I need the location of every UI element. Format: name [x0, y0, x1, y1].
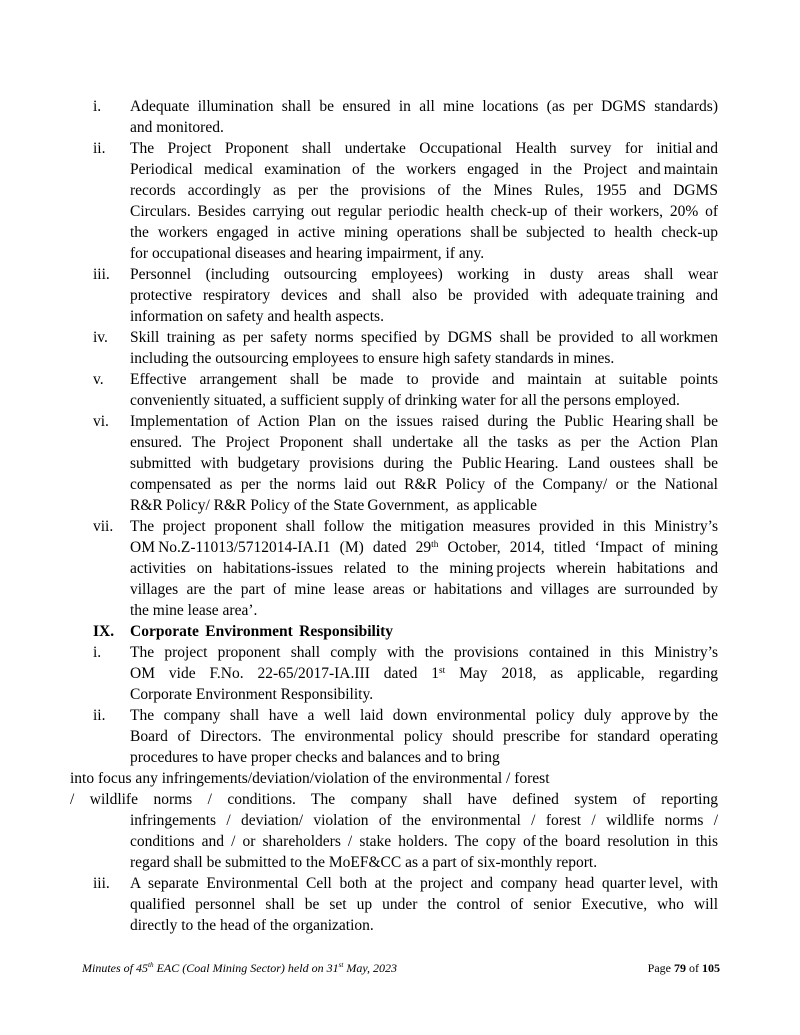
- text-line: regard shall be submitted to the MoEF&CC as a part of six-monthly report.: [130, 854, 598, 871]
- text-line: infringements / deviation/ violation of the environmental / forest / wildlife norms /: [130, 812, 718, 829]
- list-item: [93, 873, 718, 936]
- text-line: OM vide F.No. 22-65/2017-IA.III dated 1st May 2018, as applicable, regarding: [130, 665, 718, 682]
- page-footer: [82, 961, 720, 976]
- text-line: OM No.Z-11013/5712014-IA.I1 (M) dated 29th October, 2014, titled ‘Impact of mining: [130, 539, 718, 556]
- text-line: Effective arrangement shall be made to provide and maintain at suitable points: [130, 371, 718, 388]
- list-item-marker: IX.: [93, 623, 115, 640]
- list-item: [93, 411, 718, 516]
- text-line: qualified personnel shall be set up under the control of senior Executive, who will: [130, 896, 718, 913]
- text-line: Skill training as per safety norms specified by DGMS shall be provided to all workmen: [130, 329, 718, 346]
- text-line: procedures to have proper checks and balances and to bring: [130, 749, 500, 766]
- document-body: [70, 96, 718, 936]
- list-item-marker: v.: [93, 371, 104, 388]
- page-total-number: 105: [702, 961, 720, 975]
- paragraph-continuation: [70, 768, 718, 810]
- text-line: Corporate Environment Responsibility.: [130, 686, 374, 703]
- text-line: information on safety and health aspects.: [130, 308, 384, 325]
- text-line: Personnel (including outsourcing employees) working in dusty areas shall wear: [130, 266, 718, 283]
- list-item-marker: iii.: [93, 266, 110, 283]
- list-item-marker: i.: [93, 98, 102, 115]
- footer-citation: Minutes of 45th EAC (Coal Mining Sector) held on 31st May, 2023: [82, 961, 398, 975]
- text-line: Board of Directors. The environmental policy should prescribe for standard operating: [130, 728, 718, 745]
- page-word: Page: [647, 961, 674, 975]
- list-item: [93, 96, 718, 138]
- list-item-marker: iii.: [93, 875, 110, 892]
- text-line: Corporate Environment Responsibility: [130, 623, 394, 640]
- paragraph-lines: [130, 327, 718, 369]
- text-line: the workers engaged in active mining operations shall be subjected to health check-up: [130, 224, 718, 241]
- list-item: [93, 642, 718, 705]
- paragraph-lines: [130, 873, 718, 936]
- list-item-marker: i.: [93, 644, 102, 661]
- text-line: records accordingly as per the provisions of the Mines Rules, 1955 and DGMS: [130, 182, 718, 199]
- text-line: villages are the part of mine lease areas or habitations and villages are surrounded by: [130, 581, 718, 598]
- text-line: submitted with budgetary provisions during the Public Hearing. Land oustees shall be: [130, 455, 718, 472]
- text-line: Periodical medical examination of the workers engaged in the Project and maintain: [130, 161, 718, 178]
- text-line: directly to the head of the organization.: [130, 917, 374, 934]
- text-line: The project proponent shall follow the mitigation measures provided in this Ministry’s: [130, 518, 718, 535]
- list-item-marker: vi.: [93, 413, 109, 430]
- text-line: including the outsourcing employees to ensure high safety standards in mines.: [130, 350, 615, 367]
- text-line: / wildlife norms / conditions. The company shall have defined system of reporting: [70, 791, 718, 808]
- text-line: Implementation of Action Plan on the issues raised during the Public Hearing shall be: [130, 413, 718, 430]
- text-line: into focus any infringements/deviation/violation of the environmental / forest: [70, 770, 550, 787]
- paragraph-continuation: [93, 810, 718, 873]
- paragraph-lines: [130, 810, 718, 873]
- paragraph-lines: [130, 138, 718, 264]
- list-item: [93, 369, 718, 411]
- text-line: the mine lease area’.: [130, 602, 258, 619]
- of-word: of: [686, 961, 702, 975]
- list-item: [93, 327, 718, 369]
- text-line: The company shall have a well laid down environmental policy duly approve by the: [130, 707, 718, 724]
- text-line: conveniently situated, a sufficient supply of drinking water for all the persons employed.: [130, 392, 680, 409]
- text-line: conditions and / or shareholders / stake holders. The copy of the board resolution in this: [130, 833, 718, 850]
- text-line: compensated as per the norms laid out R&R Policy of the Company/ or the National: [130, 476, 718, 493]
- paragraph-lines: [130, 264, 718, 327]
- paragraph-lines: [130, 516, 718, 621]
- paragraph-lines: [130, 621, 718, 642]
- paragraph-lines: [130, 411, 718, 516]
- list-item-marker: vii.: [93, 518, 114, 535]
- paragraph-lines: [130, 705, 718, 768]
- text-line: protective respiratory devices and shall also be provided with adequate training and: [130, 287, 718, 304]
- paragraph-lines: [130, 369, 718, 411]
- list-item-marker: ii.: [93, 707, 106, 724]
- section-heading: [93, 621, 718, 642]
- paragraph-lines: [130, 642, 718, 705]
- list-item-marker: ii.: [93, 140, 106, 157]
- footer-page-number: [648, 961, 720, 976]
- text-line: and monitored.: [130, 119, 224, 136]
- text-line: A separate Environmental Cell both at the project and company head quarter level, with: [130, 875, 718, 892]
- text-line: Adequate illumination shall be ensured in all mine locations (as per DGMS standards): [130, 98, 718, 115]
- list-item: [93, 264, 718, 327]
- text-line: R&R Policy/ R&R Policy of the State Government, as applicable: [130, 497, 537, 514]
- text-line: activities on habitations-issues related to the mining projects wherein habitations and: [130, 560, 718, 577]
- paragraph-lines: [130, 96, 718, 138]
- text-line: for occupational diseases and hearing impairment, if any.: [130, 245, 485, 262]
- list-item: [93, 516, 718, 621]
- text-line: The project proponent shall comply with the provisions contained in this Ministry’s: [130, 644, 718, 661]
- text-line: ensured. The Project Proponent shall undertake all the tasks as per the Action Plan: [130, 434, 718, 451]
- list-item-marker: iv.: [93, 329, 108, 346]
- page-current-number: 79: [674, 961, 686, 975]
- text-line: The Project Proponent shall undertake Occupational Health survey for initial and: [130, 140, 718, 157]
- text-line: Circulars. Besides carrying out regular periodic health check-up of their workers, 20% of: [130, 203, 718, 220]
- paragraph-lines: [70, 768, 718, 810]
- list-item: [93, 138, 718, 264]
- list-item: [93, 705, 718, 768]
